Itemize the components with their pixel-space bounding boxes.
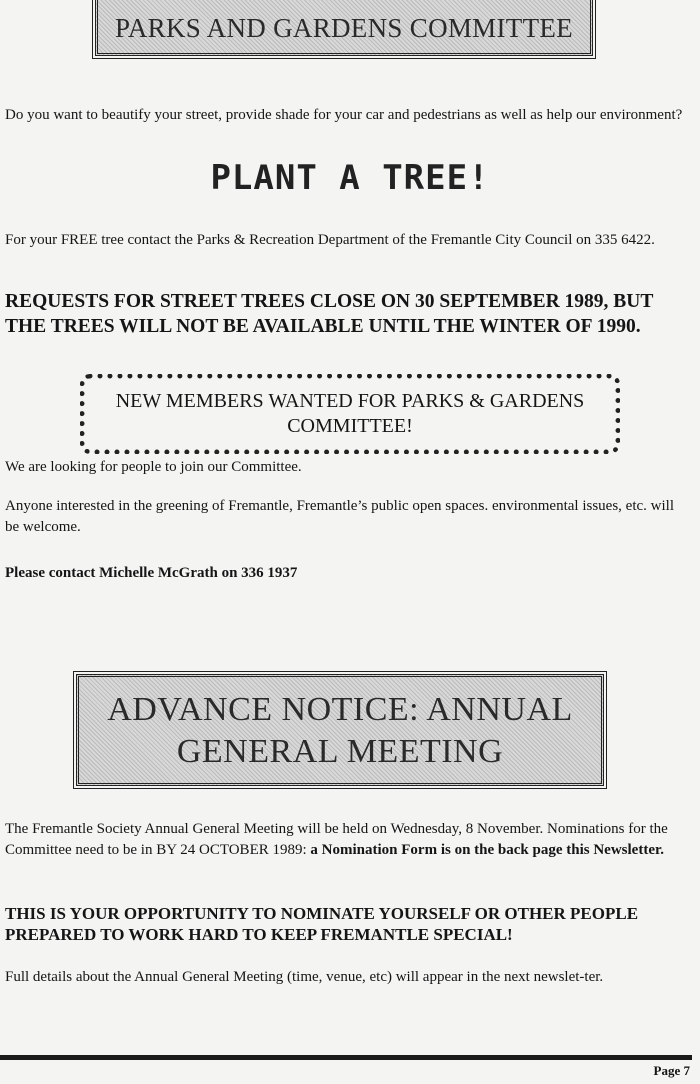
section-header-box (95, 0, 593, 56)
footer-rule (0, 1055, 692, 1060)
agm-header-box (76, 674, 604, 786)
new-members-line2: COMMITTEE! (287, 415, 413, 437)
full-details-paragraph: Full details about the Annual General Meeting (time, venue, etc) will appear in the next newslet-ter. (5, 969, 604, 985)
looking-paragraph: We are looking for people to join our Committee. (5, 459, 302, 475)
intro-paragraph: Do you want to beautify your street, provide shade for your car and pedestrians as well as help our environment? (5, 107, 683, 123)
agm-nomination-note: a Nomination Form is on the back page this Newsletter. (310, 842, 665, 858)
anyone-paragraph: Anyone interested in the greening of Fremantle, Fremantle’s public open spaces. environmental issues, etc. will be welcome. (5, 498, 674, 535)
contact-person: Please contact Michelle McGrath on 336 1937 (5, 565, 298, 581)
contact-paragraph: For your FREE tree contact the Parks & Recreation Department of the Fremantle City Council on 335 6422. (5, 232, 655, 248)
section-title: PARKS AND GARDENS COMMITTEE (115, 12, 573, 43)
new-members-box (80, 374, 620, 454)
requests-notice: REQUESTS FOR STREET TREES CLOSE ON 30 SEPTEMBER 1989, BUT THE TREES WILL NOT BE AVAILABLE UNTIL THE WINTER OF 1990. (5, 291, 654, 337)
agm-title-line1: ADVANCE NOTICE: ANNUAL (107, 691, 573, 728)
agm-text: The Fremantle Society Annual General Meeting will be held on Wednesday, 8 November. Nominations for the Committee need to be in BY 24 OCTOBER 1989: (5, 821, 668, 858)
agm-title-line2: GENERAL MEETING (176, 733, 504, 770)
page-number: Page 7 (653, 1063, 690, 1078)
agm-paragraph (5, 819, 685, 861)
new-members-line1: NEW MEMBERS WANTED FOR PARKS & GARDENS (115, 390, 585, 412)
plant-a-tree-banner: PLANT A TREE! (210, 158, 490, 198)
opportunity-notice: THIS IS YOUR OPPORTUNITY TO NOMINATE YOURSELF OR OTHER PEOPLE PREPARED TO WORK HARD TO KEEP FREMANTLE SPECIAL! (5, 904, 639, 944)
